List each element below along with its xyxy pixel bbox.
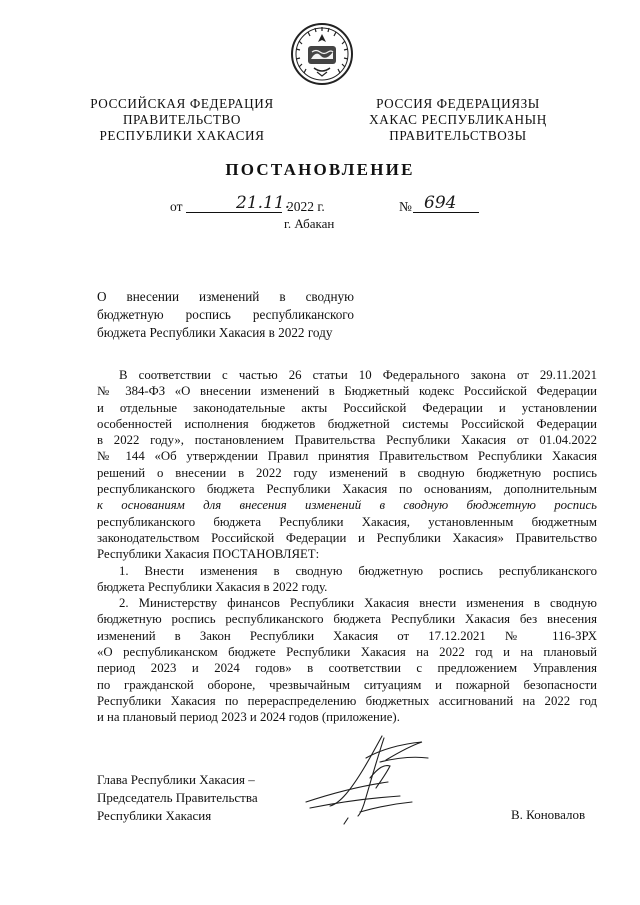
body-line: бюджетную роспись республиканского бюджета Республики Хакасия без внесения: [97, 612, 597, 627]
body-line: № 144 «Об утверждении Правил принятия Правительством Республики Хакасия: [97, 449, 597, 464]
body-line: к основаниям для внесения изменений в сводную бюджетную роспись: [97, 498, 597, 513]
subject-line: бюджета Республики Хакасия в 2022 году: [97, 325, 333, 340]
date-prefix: от: [170, 199, 183, 214]
year-label: 2022 г.: [287, 199, 325, 214]
body-line: «О республиканском бюджете Республики Хакасия на 2022 год и на плановый: [97, 645, 597, 660]
header-left-line: РОССИЙСКАЯ ФЕДЕРАЦИЯ: [90, 96, 274, 111]
body-line: Республики Хакасия ПОСТАНОВЛЯЕТ:: [97, 547, 320, 562]
handwritten-date: 21.11.: [236, 193, 291, 213]
body-line: и на плановый период 2023 и 2024 годов (приложение).: [97, 710, 400, 725]
body-line: в 2022 году», постановлением Правительства Республики Хакасия от 01.04.2022: [97, 433, 597, 448]
date-number-line: [0, 193, 640, 218]
body-line: № 384-ФЗ «О внесении изменений в Бюджетный кодекс Российской Федерации: [97, 384, 597, 399]
body-line: законодательством Российской Федерации и Республики Хакасия» Правительство: [97, 530, 597, 545]
body-line: по гражданской обороне, чрезвычайным ситуациям и пожарной безопасности: [97, 677, 597, 692]
signer-name: В. Коновалов: [511, 807, 586, 822]
signer-title-line: Глава Республики Хакасия –: [97, 772, 255, 787]
body-text: [97, 367, 597, 726]
body-line: особенностей исполнения бюджетов бюджетной системы Российской Федерации: [97, 416, 597, 431]
header-right-line: ХАКАС РЕСПУБЛИКАНЫҢ: [369, 112, 547, 127]
coat-of-arms-icon: [290, 22, 354, 86]
number-prefix: №: [399, 199, 412, 214]
signer-title-block: [97, 771, 258, 825]
handwritten-number: 694: [424, 193, 457, 213]
body-line: В соответствии с частью 26 статьи 10 Федерального закона от 29.11.2021: [119, 368, 597, 382]
body-line: 2. Министерству финансов Республики Хакасия внести изменения в сводную: [119, 596, 597, 611]
signature-icon: [300, 728, 450, 828]
signer-title-line: Республики Хакасия: [97, 808, 212, 823]
body-line: изменений в Закон Республики Хакасия от 17.12.2021 № 116-ЗРХ: [97, 628, 597, 643]
header-right-line: РОССИЯ ФЕДЕРАЦИЯЗЫ: [376, 96, 540, 111]
subject-block: [97, 288, 354, 342]
body-line: период 2023 и 2024 годов» в соответствии с предложением Управления: [97, 661, 597, 676]
header-right-line: ПРАВИТЕЛЬСТВОЗЫ: [389, 128, 527, 143]
header-left-line: РЕСПУБЛИКИ ХАКАСИЯ: [99, 128, 265, 143]
body-line: республиканского бюджета Республики Хакасия, установленным бюджетным: [97, 514, 597, 529]
city-label: г. Абакан: [284, 216, 335, 231]
subject-line: бюджетную роспись республиканского: [97, 307, 354, 322]
body-line: бюджета Республики Хакасия в 2022 году.: [97, 579, 328, 594]
body-line: 1. Внести изменения в сводную бюджетную роспись республиканского: [119, 563, 597, 578]
body-line: решений о внесении в 2022 году изменений в сводную бюджетную роспись: [97, 465, 597, 480]
body-line: и отдельные законодательные акты Российской Федерации и установлении: [97, 400, 597, 415]
subject-line: О внесении изменений в сводную: [97, 289, 354, 304]
signer-title-line: Председатель Правительства: [97, 790, 258, 805]
body-line: республиканского бюджета Республики Хакасия по основаниям, дополнительным: [97, 482, 597, 497]
header-left-block: [82, 96, 282, 144]
header-left-line: ПРАВИТЕЛЬСТВО: [122, 112, 242, 127]
body-line: Республики Хакасия по перераспределению бюджетных ассигнований на 2022 год: [97, 693, 597, 708]
document-title: ПОСТАНОВЛЕНИЕ: [225, 160, 415, 179]
header-right-block: [358, 96, 558, 144]
